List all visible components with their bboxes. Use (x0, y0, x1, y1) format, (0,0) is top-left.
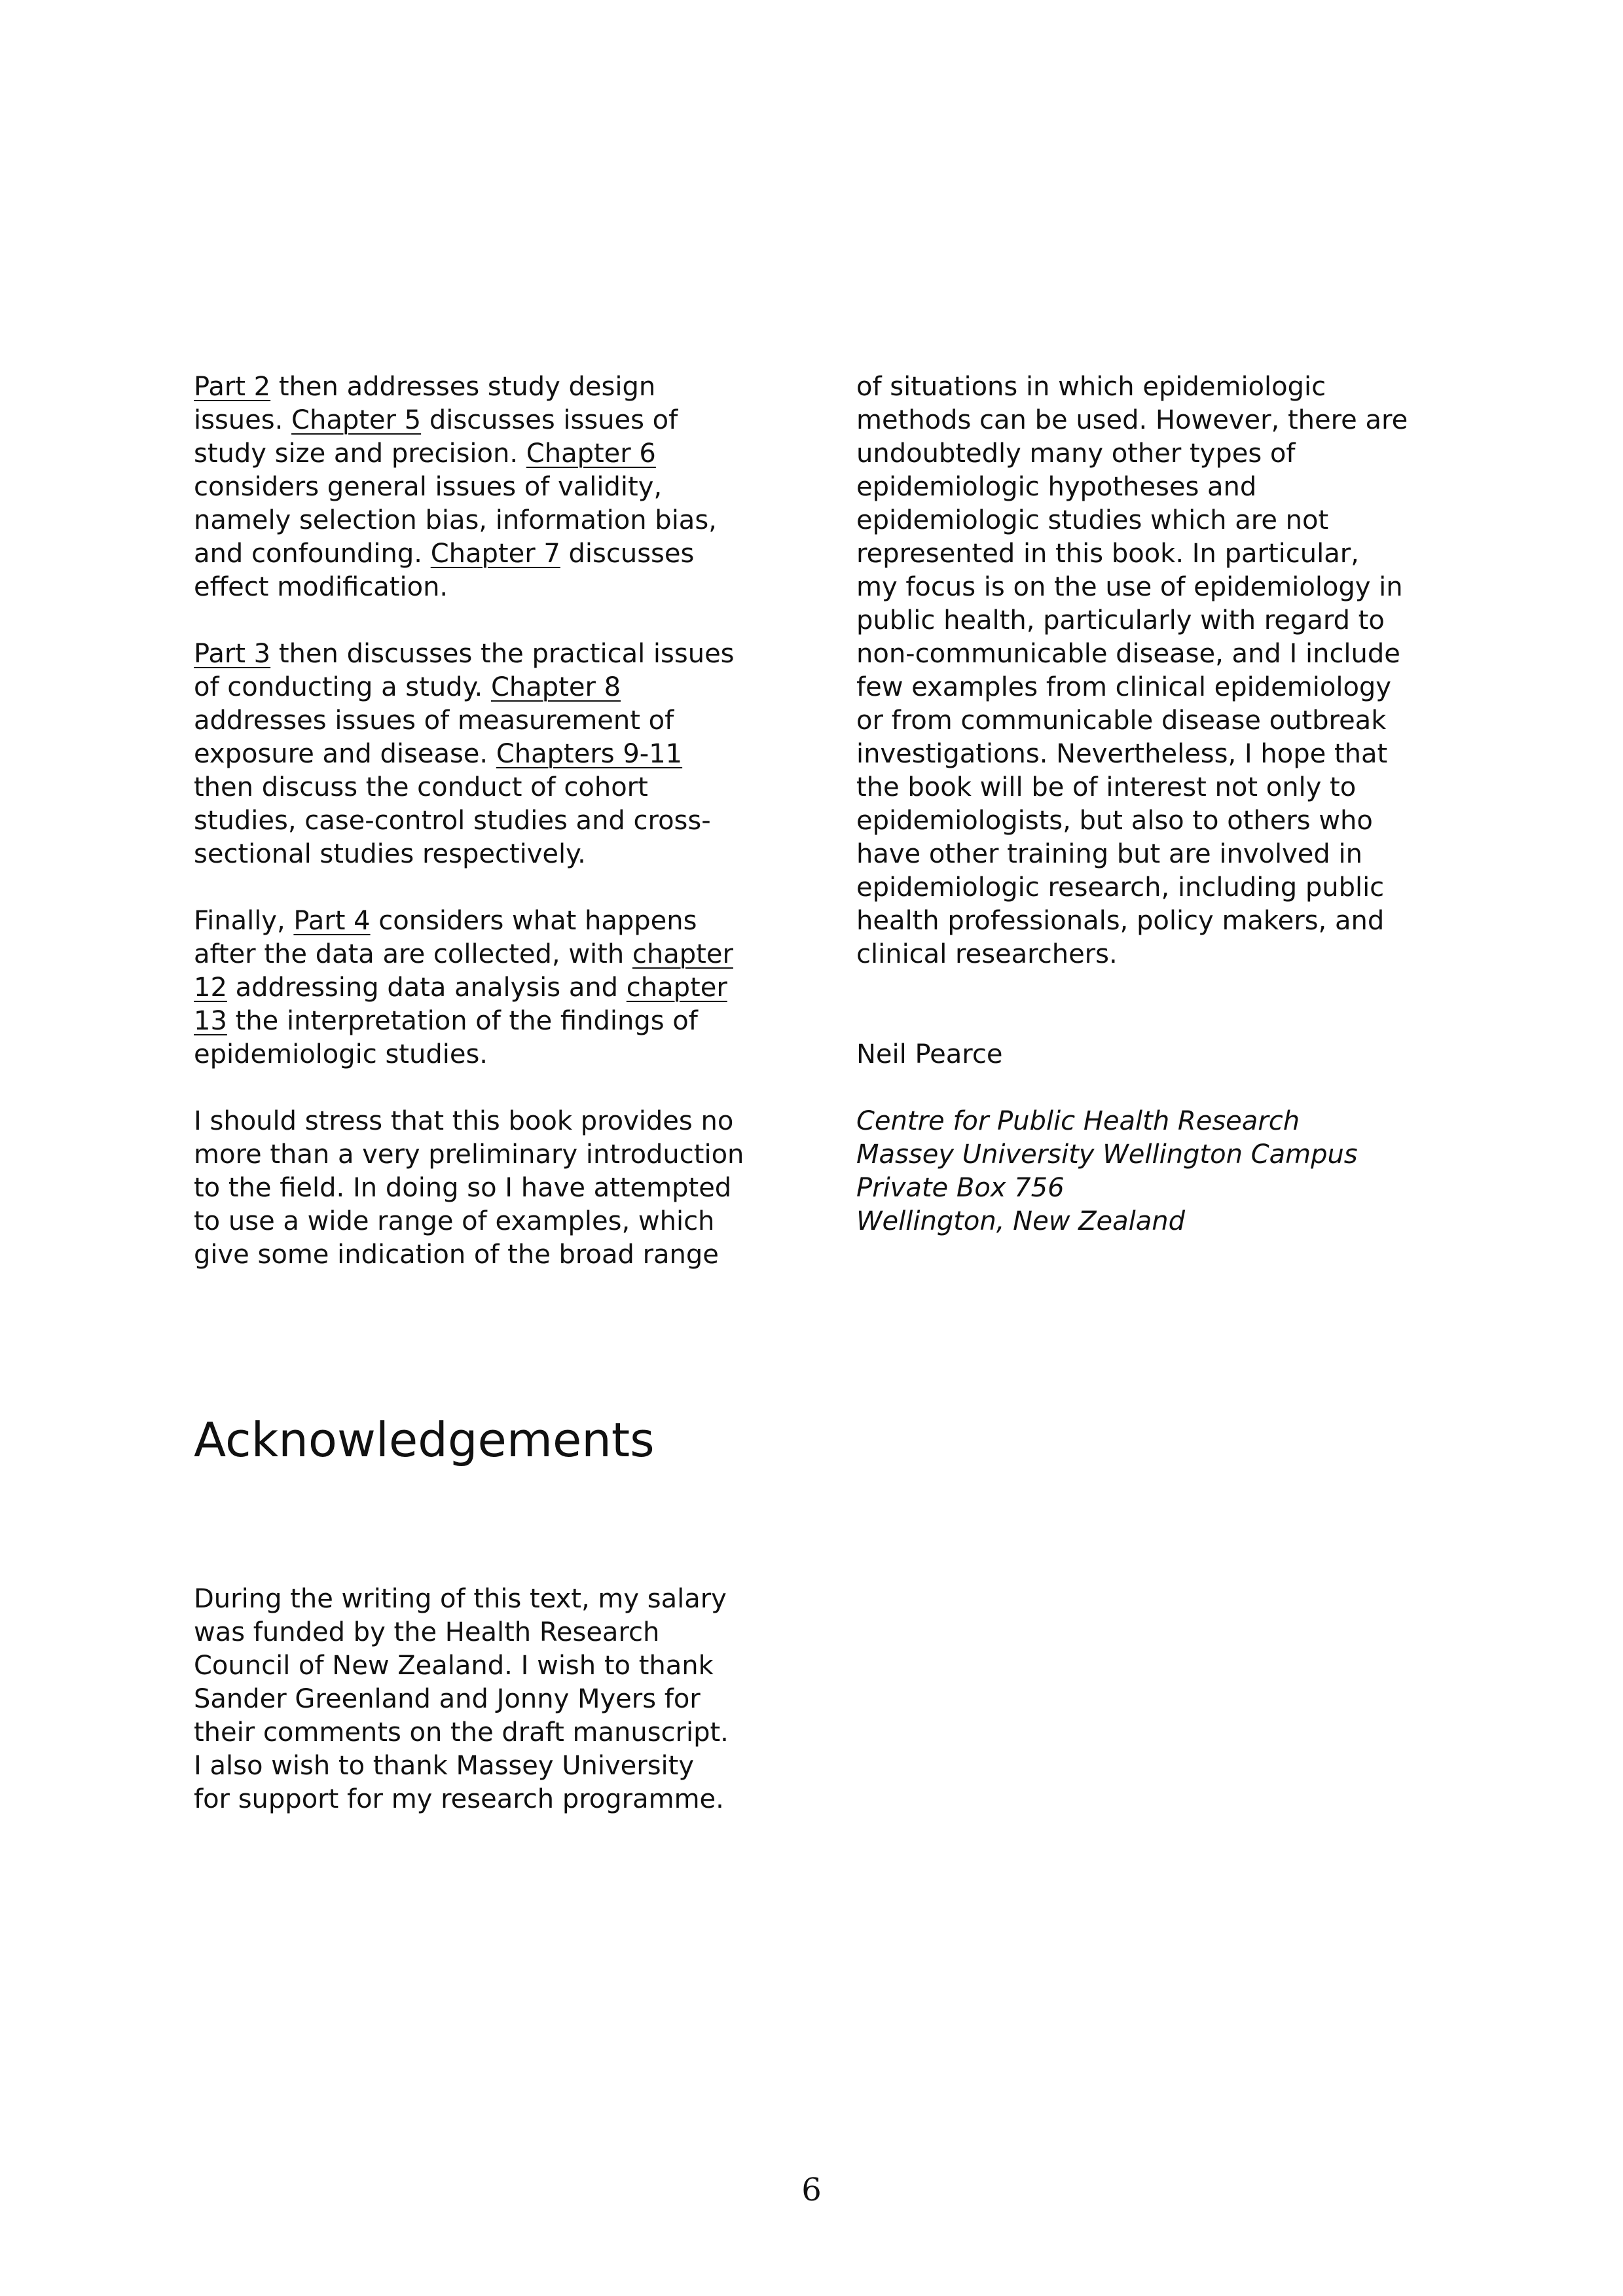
text-line: During the writing of this text, my salary (194, 1584, 727, 1614)
text-line: more than a very preliminary introduction (194, 1139, 744, 1170)
page-number: 6 (801, 2172, 822, 2208)
link-part-4[interactable]: Part 4 (293, 906, 371, 936)
text-line: methods can be used. However, there are (856, 405, 1408, 435)
acknowledgements-heading: Acknowledgements (194, 1412, 655, 1467)
text: then addresses study design (270, 372, 656, 402)
text-line: few examples from clinical epidemiology (856, 672, 1391, 702)
paragraph-part-3 (194, 637, 783, 871)
text-line: was funded by the Health Research (194, 1617, 660, 1647)
text-line: sectional studies respectively. (194, 839, 586, 869)
text-line: to use a wide range of examples, which (194, 1206, 715, 1236)
text-line: studies, case-control studies and cross- (194, 806, 711, 836)
link-chapter-7[interactable]: Chapter 7 (430, 539, 560, 569)
text-line: non-communicable disease, and I include (856, 639, 1400, 669)
link-chapter-12[interactable]: chapter (632, 939, 733, 969)
text-line: epidemiologists, but also to others who (856, 806, 1373, 836)
text: Finally, (194, 906, 294, 936)
right-column (856, 370, 1465, 1272)
link-chapters-9-11[interactable]: Chapters 9-11 (496, 739, 683, 769)
text-line: epidemiologic studies. (194, 1039, 488, 1069)
text: discusses (560, 539, 695, 569)
paragraph-situations (856, 370, 1465, 971)
text-line: give some indication of the broad range (194, 1240, 719, 1270)
text-line: I should stress that this book provides no (194, 1106, 734, 1136)
text-line: for support for my research programme. (194, 1784, 724, 1814)
text-line: my focus is on the use of epidemiology in (856, 572, 1403, 602)
text-line: I also wish to thank Massey University (194, 1751, 695, 1781)
text-line: or from communicable disease outbreak (856, 706, 1387, 736)
text-line: epidemiologic studies which are not (856, 505, 1329, 535)
author-address (856, 1105, 1465, 1238)
text: and confounding. (194, 539, 431, 569)
text-line: of situations in which epidemiologic (856, 372, 1326, 402)
text-line: considers general issues of validity, (194, 472, 663, 502)
left-column (194, 370, 783, 1305)
text: issues. (194, 405, 292, 435)
link-chapter-13[interactable]: chapter (626, 973, 727, 1003)
address-line: Centre for Public Health Research (856, 1106, 1300, 1136)
link-chapter-5[interactable]: Chapter 5 (291, 405, 422, 435)
text: exposure and disease. (194, 739, 496, 769)
text-line: public health, particularly with regard to (856, 605, 1385, 636)
text-line: undoubtedly many other types of (856, 439, 1296, 469)
text: after the data are collected, with (194, 939, 632, 969)
acknowledgements-text (194, 1583, 783, 1816)
address-line: Wellington, New Zealand (856, 1206, 1186, 1236)
paragraph-part-2 (194, 370, 783, 604)
text-line: Sander Greenland and Jonny Myers for (194, 1684, 701, 1714)
text-line: to the field. In doing so I have attempted (194, 1173, 732, 1203)
paragraph-preliminary (194, 1105, 783, 1272)
text-line: namely selection bias, information bias, (194, 505, 717, 535)
text-line: effect modification. (194, 572, 448, 602)
text: then discusses the practical issues (270, 639, 735, 669)
text-line: their comments on the draft manuscript. (194, 1717, 729, 1748)
text: discusses issues of (421, 405, 678, 435)
text: of conducting a study. (194, 672, 491, 702)
link-chapter-12-number[interactable]: 12 (194, 973, 227, 1003)
link-part-3[interactable]: Part 3 (194, 639, 271, 669)
text-line: Council of New Zealand. I wish to thank (194, 1651, 714, 1681)
text-line: investigations. Nevertheless, I hope that (856, 739, 1388, 769)
text: addressing data analysis and (227, 973, 627, 1003)
text-line: epidemiologic research, including public (856, 872, 1385, 903)
text: study size and precision. (194, 439, 526, 469)
link-chapter-8[interactable]: Chapter 8 (490, 672, 621, 702)
text-line: epidemiologic hypotheses and (856, 472, 1257, 502)
link-part-2[interactable]: Part 2 (194, 372, 271, 402)
text-line: health professionals, policy makers, and (856, 906, 1385, 936)
address-line: Massey University Wellington Campus (856, 1139, 1358, 1170)
text-line: the book will be of interest not only to (856, 772, 1357, 802)
text: considers what happens (370, 906, 697, 936)
author-name (856, 1038, 1465, 1071)
text-line: have other training but are involved in (856, 839, 1362, 869)
link-chapter-6[interactable]: Chapter 6 (526, 439, 656, 469)
link-chapter-13-number[interactable]: 13 (194, 1006, 227, 1036)
text-line: then discuss the conduct of cohort (194, 772, 648, 802)
text-line: represented in this book. In particular, (856, 539, 1359, 569)
text: the interpretation of the findings of (227, 1006, 698, 1036)
author-text: Neil Pearce (856, 1039, 1003, 1069)
address-line: Private Box 756 (856, 1173, 1065, 1203)
paragraph-part-4 (194, 905, 783, 1071)
text-line: clinical researchers. (856, 939, 1118, 969)
text-line: addresses issues of measurement of (194, 706, 674, 736)
